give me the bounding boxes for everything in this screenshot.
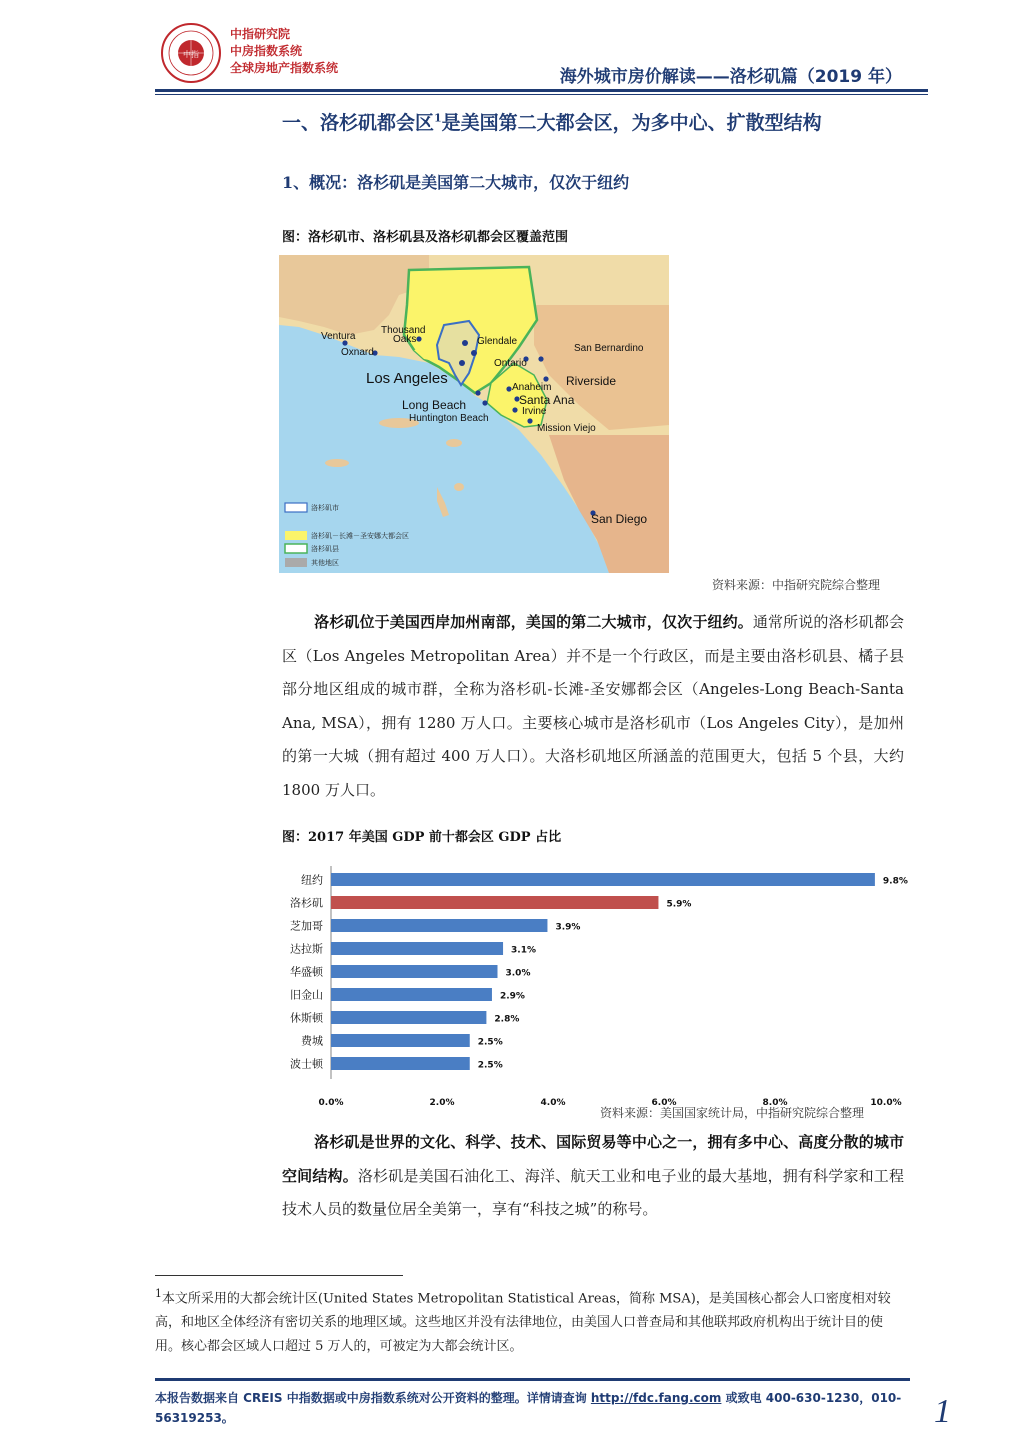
footnote-text: 本文所采用的大都会统计区(United States Metropolitan Statistical Areas，简称 MSA)，是美国核心都会人口密度相对较高，和地区全体经济有密切关系的地理区域。这些地区并没有法律地位，由美国人口普查局和其他联邦政府机构出于统计目的使用。核心都会区域人口超过 5 万人的，可被定为大都会统计区。 <box>155 1291 891 1355</box>
svg-text:洛杉矶县: 洛杉矶县 <box>311 545 339 553</box>
chart-x-tick-label: 4.0% <box>540 1098 566 1108</box>
figure1-title: 图：洛杉矶市、洛杉矶县及洛杉矶都会区覆盖范围 <box>282 230 569 245</box>
chart-bar <box>331 1011 486 1024</box>
chart-data-label: 9.8% <box>882 876 908 887</box>
footer-note: 本报告数据来自 CREIS 中指数据或中房指数系统对公开资料的整理。详情请查询 http://fdc.fang.com 或致电 400-630-1230，010-56319253。 <box>155 1391 902 1425</box>
paragraph-structure-text: 洛杉矶是美国石油化工、海洋、航天工业和电子业的最大基地，拥有科学家和工程技术人员的数量位居全美第一，享有“科技之城”的称号。 <box>282 1166 904 1218</box>
chart-data-label: 5.9% <box>666 899 692 910</box>
footer-link[interactable]: http://fdc.fang.com <box>590 1391 722 1405</box>
header-rule <box>155 89 928 92</box>
paragraph-overview-text: 通常所说的洛杉矶都会区（Los Angeles Metropolitan Area）并不是一个行政区，而是主要由洛杉矶县、橘子县部分地区组成的城市群，全称为洛杉矶-长滩-圣安娜都会区（Angeles-Long Beach-Santa Ana, MSA），拥有 1280 万人口。主要核心城市是洛杉矶市（Los Angeles City），是加州的第一大城（拥有超过 400 万人口）。大洛杉矶地区所涵盖的范围更大，包括 5 个县，大约 1800 万人口。 <box>282 613 904 799</box>
svg-text:Riverside: Riverside <box>566 374 617 388</box>
chart-x-tick-label: 2.0% <box>429 1098 455 1108</box>
paragraph-structure <box>282 1126 904 1227</box>
svg-text:Glendale: Glendale <box>477 336 518 347</box>
svg-text:Anaheim: Anaheim <box>512 382 552 393</box>
china-index-academy-logo <box>160 22 222 84</box>
page-number: 1 <box>934 1393 951 1430</box>
chart-x-tick-label: 8.0% <box>762 1098 788 1108</box>
svg-text:洛杉矶市: 洛杉矶市 <box>311 504 339 512</box>
chart-bar <box>331 988 492 1001</box>
svg-text:Long Beach: Long Beach <box>402 398 467 412</box>
svg-text:Huntington Beach: Huntington Beach <box>409 413 489 424</box>
chart-category-label: 达拉斯 <box>290 942 323 956</box>
paragraph-structure-bold: 洛杉矶是世界的文化、科学、技术、国际贸易等中心之一，拥有多中心、高度分散的城市空间结构。 <box>282 1133 904 1185</box>
la-region-map <box>279 255 669 573</box>
chart-data-label: 2.5% <box>477 1060 503 1071</box>
chart-category-label: 华盛顿 <box>290 965 323 979</box>
chart-bar <box>331 1034 470 1047</box>
footnote-mark: 1 <box>155 1287 162 1300</box>
paragraph-overview <box>282 606 904 807</box>
chart-bar <box>331 965 498 978</box>
chart-data-label: 3.9% <box>555 922 581 933</box>
header-rule-thin <box>155 94 928 95</box>
chart-data-label: 3.0% <box>505 968 531 979</box>
institute-line-2: 中房指数系统 <box>230 44 303 58</box>
footer-rule <box>155 1378 910 1381</box>
document-title: 海外城市房价解读——洛杉矶篇（2019 年） <box>559 67 902 87</box>
chart-category-label: 旧金山 <box>290 988 323 1002</box>
svg-text:Irvine: Irvine <box>522 406 547 417</box>
svg-text:Thousand: Thousand <box>381 325 426 336</box>
svg-text:San Bernardino: San Bernardino <box>574 343 644 354</box>
chart-data-label: 2.9% <box>499 991 525 1002</box>
svg-text:Ventura: Ventura <box>321 331 356 342</box>
chart-x-tick-label: 10.0% <box>870 1098 902 1108</box>
chart-category-label: 波士顿 <box>290 1057 323 1071</box>
figure1-source: 资料来源：中指研究院综合整理 <box>712 578 881 592</box>
chart-category-label: 洛杉矶 <box>290 896 323 910</box>
svg-text:洛杉矶－长滩－圣安娜大都会区: 洛杉矶－长滩－圣安娜大都会区 <box>311 532 409 540</box>
svg-text:Los Angeles: Los Angeles <box>366 370 448 387</box>
chart-x-tick-label: 0.0% <box>318 1098 344 1108</box>
svg-text:中指: 中指 <box>183 50 199 59</box>
footnote-ref[interactable]: 1 <box>434 111 442 125</box>
chart-data-label: 2.8% <box>494 1014 520 1025</box>
institute-line-1: 中指研究院 <box>230 27 291 41</box>
svg-text:Oxnard: Oxnard <box>341 347 374 358</box>
footnote <box>155 1282 905 1359</box>
gdp-share-bar-chart <box>279 862 908 1108</box>
chart-data-label: 3.1% <box>511 945 537 956</box>
chart-data-label: 2.5% <box>477 1037 503 1048</box>
institute-names <box>230 26 338 77</box>
svg-text:Ontario: Ontario <box>494 358 527 369</box>
subsection-heading: 1、概况：洛杉矶是美国第二大城市，仅次于纽约 <box>282 173 630 192</box>
svg-text:Oaks: Oaks <box>393 334 417 345</box>
svg-text:其他地区: 其他地区 <box>311 559 339 567</box>
chart-bar <box>331 896 658 909</box>
chart-bar <box>331 873 875 886</box>
svg-text:San Diego: San Diego <box>591 512 648 526</box>
paragraph-overview-bold: 洛杉矶位于美国西岸加州南部，美国的第二大城市，仅次于纽约。 <box>314 613 753 631</box>
chart-bar <box>331 919 547 932</box>
footnote-rule <box>155 1275 403 1276</box>
svg-text:Mission Viejo: Mission Viejo <box>537 423 596 434</box>
figure2-title: 图：2017 年美国 GDP 前十都会区 GDP 占比 <box>282 830 562 845</box>
chart-x-tick-label: 6.0% <box>651 1098 677 1108</box>
section-heading: 一、洛杉矶都会区$^1$是美国第二大都会区，为多中心、扩散型结构 <box>282 111 822 134</box>
chart-category-label: 芝加哥 <box>290 919 323 933</box>
figure2-source: 资料来源：美国国家统计局，中指研究院综合整理 <box>600 1106 865 1120</box>
institute-line-3: 全球房地产指数系统 <box>230 61 339 75</box>
chart-bar <box>331 942 503 955</box>
chart-category-label: 费城 <box>301 1034 323 1048</box>
svg-text:Santa Ana: Santa Ana <box>519 393 575 407</box>
chart-category-label: 纽约 <box>301 873 323 887</box>
chart-bar <box>331 1057 470 1070</box>
chart-category-label: 休斯顿 <box>290 1011 323 1025</box>
